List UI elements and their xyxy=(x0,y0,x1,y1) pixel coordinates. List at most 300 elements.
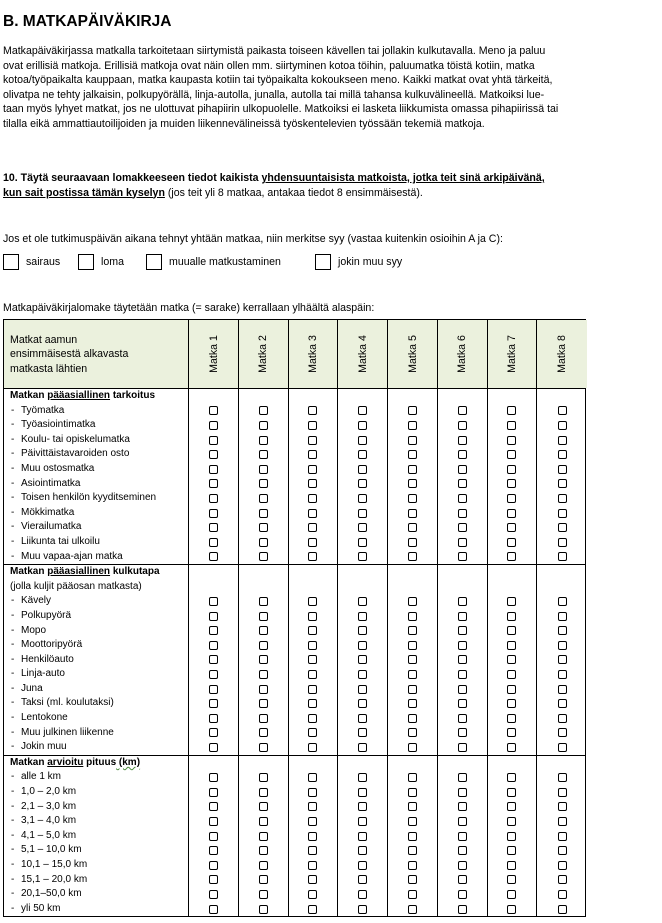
answer-checkbox[interactable] xyxy=(458,479,467,488)
answer-checkbox[interactable] xyxy=(358,714,367,723)
answer-checkbox[interactable] xyxy=(308,612,317,621)
answer-checkbox[interactable] xyxy=(558,699,567,708)
answer-checkbox[interactable] xyxy=(558,875,567,884)
answer-checkbox[interactable] xyxy=(308,846,317,855)
answer-checkbox[interactable] xyxy=(408,655,417,664)
answer-checkbox[interactable] xyxy=(408,714,417,723)
section-title-part: pääasiallinen xyxy=(47,390,111,401)
answer-checkbox[interactable] xyxy=(408,494,417,503)
trip-column xyxy=(189,389,239,564)
answer-checkbox[interactable] xyxy=(259,450,268,459)
answer-checkbox[interactable] xyxy=(209,670,218,679)
trip-column-header xyxy=(338,320,388,388)
answer-checkbox[interactable] xyxy=(209,538,218,547)
answer-checkbox[interactable] xyxy=(558,817,567,826)
answer-checkbox[interactable] xyxy=(558,479,567,488)
answer-checkbox[interactable] xyxy=(209,641,218,650)
option-label: - 15,1 – 20,0 km xyxy=(10,873,188,888)
answer-checkbox[interactable] xyxy=(209,875,218,884)
answer-checkbox[interactable] xyxy=(259,817,268,826)
answer-checkbox[interactable] xyxy=(358,817,367,826)
section-title-part: Matkan xyxy=(10,390,48,401)
answer-checkbox[interactable] xyxy=(358,905,367,914)
answer-checkbox[interactable] xyxy=(308,626,317,635)
answer-checkbox[interactable] xyxy=(209,465,218,474)
option-label: - yli 50 km xyxy=(10,902,188,917)
answer-checkbox[interactable] xyxy=(259,655,268,664)
answer-checkbox[interactable] xyxy=(408,817,417,826)
answer-checkbox[interactable] xyxy=(458,817,467,826)
trip-column-header xyxy=(488,320,538,388)
trip-column-header xyxy=(239,320,289,388)
answer-checkbox[interactable] xyxy=(507,421,516,430)
answer-checkbox[interactable] xyxy=(209,494,218,503)
answer-checkbox[interactable] xyxy=(259,802,268,811)
reason-jokin-muu-syy[interactable] xyxy=(315,254,402,270)
answer-checkbox[interactable] xyxy=(209,655,218,664)
answer-checkbox[interactable] xyxy=(408,890,417,899)
answer-checkbox[interactable] xyxy=(408,685,417,694)
reason-checkbox[interactable] xyxy=(146,254,162,270)
answer-checkbox[interactable] xyxy=(507,465,516,474)
answer-checkbox[interactable] xyxy=(259,714,268,723)
answer-checkbox[interactable] xyxy=(259,552,268,561)
answer-checkbox[interactable] xyxy=(358,832,367,841)
answer-checkbox[interactable] xyxy=(259,846,268,855)
answer-checkbox[interactable] xyxy=(308,743,317,752)
answer-checkbox[interactable] xyxy=(358,450,367,459)
answer-checkbox[interactable] xyxy=(558,685,567,694)
answer-checkbox[interactable] xyxy=(259,406,268,415)
trip-label: Matka 6 xyxy=(456,335,469,373)
answer-checkbox[interactable] xyxy=(358,861,367,870)
option-label: - Vierailumatka xyxy=(10,520,188,535)
answer-checkbox[interactable] xyxy=(209,788,218,797)
answer-checkbox[interactable] xyxy=(358,728,367,737)
answer-checkbox[interactable] xyxy=(558,641,567,650)
answer-checkbox[interactable] xyxy=(408,436,417,445)
answer-checkbox[interactable] xyxy=(358,597,367,606)
answer-checkbox[interactable] xyxy=(358,890,367,899)
answer-checkbox[interactable] xyxy=(408,832,417,841)
answer-checkbox[interactable] xyxy=(558,494,567,503)
reason-checkbox[interactable] xyxy=(78,254,94,270)
answer-checkbox[interactable] xyxy=(507,612,516,621)
answer-checkbox[interactable] xyxy=(358,552,367,561)
answer-checkbox[interactable] xyxy=(308,875,317,884)
answer-checkbox[interactable] xyxy=(408,597,417,606)
option-label: - Liikunta tai ulkoilu xyxy=(10,535,188,550)
answer-checkbox[interactable] xyxy=(259,890,268,899)
answer-checkbox[interactable] xyxy=(507,479,516,488)
answer-checkbox[interactable] xyxy=(358,436,367,445)
answer-checkbox[interactable] xyxy=(507,832,516,841)
answer-checkbox[interactable] xyxy=(209,685,218,694)
answer-checkbox[interactable] xyxy=(209,406,218,415)
answer-checkbox[interactable] xyxy=(308,817,317,826)
answer-checkbox[interactable] xyxy=(507,861,516,870)
answer-checkbox[interactable] xyxy=(259,509,268,518)
answer-checkbox[interactable] xyxy=(507,406,516,415)
trip-label: Matka 8 xyxy=(556,335,569,373)
answer-checkbox[interactable] xyxy=(558,406,567,415)
answer-checkbox[interactable] xyxy=(408,421,417,430)
trip-column-header xyxy=(289,320,339,388)
answer-checkbox[interactable] xyxy=(458,465,467,474)
header-label-line: ensimmäisestä alkavasta xyxy=(10,348,129,361)
answer-checkbox[interactable] xyxy=(507,597,516,606)
answer-checkbox[interactable] xyxy=(507,436,516,445)
trip-column xyxy=(338,756,388,917)
answer-checkbox[interactable] xyxy=(507,699,516,708)
answer-checkbox[interactable] xyxy=(209,743,218,752)
answer-checkbox[interactable] xyxy=(358,479,367,488)
answer-checkbox[interactable] xyxy=(259,875,268,884)
answer-checkbox[interactable] xyxy=(308,905,317,914)
answer-checkbox[interactable] xyxy=(458,699,467,708)
answer-checkbox[interactable] xyxy=(259,538,268,547)
option-label: - Linja-auto xyxy=(10,667,188,682)
answer-checkbox[interactable] xyxy=(308,552,317,561)
answer-checkbox[interactable] xyxy=(507,670,516,679)
answer-checkbox[interactable] xyxy=(209,626,218,635)
answer-checkbox[interactable] xyxy=(259,832,268,841)
answer-checkbox[interactable] xyxy=(308,728,317,737)
answer-checkbox[interactable] xyxy=(507,846,516,855)
option-label: - Asiointimatka xyxy=(10,477,188,492)
answer-checkbox[interactable] xyxy=(259,494,268,503)
answer-checkbox[interactable] xyxy=(458,421,467,430)
answer-checkbox[interactable] xyxy=(507,875,516,884)
answer-checkbox[interactable] xyxy=(507,494,516,503)
option-label: - Muu vapaa-ajan matka xyxy=(10,550,188,565)
answer-checkbox[interactable] xyxy=(259,612,268,621)
answer-checkbox[interactable] xyxy=(408,612,417,621)
answer-checkbox[interactable] xyxy=(408,875,417,884)
answer-checkbox[interactable] xyxy=(259,861,268,870)
answer-checkbox[interactable] xyxy=(308,465,317,474)
answer-checkbox[interactable] xyxy=(558,436,567,445)
answer-checkbox[interactable] xyxy=(358,406,367,415)
answer-checkbox[interactable] xyxy=(308,450,317,459)
answer-checkbox[interactable] xyxy=(458,538,467,547)
answer-checkbox[interactable] xyxy=(458,552,467,561)
answer-checkbox[interactable] xyxy=(458,655,467,664)
answer-checkbox[interactable] xyxy=(458,641,467,650)
answer-checkbox[interactable] xyxy=(259,685,268,694)
answer-checkbox[interactable] xyxy=(408,905,417,914)
answer-checkbox[interactable] xyxy=(558,788,567,797)
answer-checkbox[interactable] xyxy=(259,479,268,488)
answer-checkbox[interactable] xyxy=(558,890,567,899)
answer-checkbox[interactable] xyxy=(458,612,467,621)
answer-checkbox[interactable] xyxy=(308,523,317,532)
answer-checkbox[interactable] xyxy=(458,905,467,914)
answer-checkbox[interactable] xyxy=(209,509,218,518)
section-title xyxy=(10,756,188,771)
answer-checkbox[interactable] xyxy=(507,626,516,635)
answer-checkbox[interactable] xyxy=(408,523,417,532)
answer-checkbox[interactable] xyxy=(209,728,218,737)
answer-checkbox[interactable] xyxy=(558,523,567,532)
answer-checkbox[interactable] xyxy=(308,479,317,488)
answer-checkbox[interactable] xyxy=(408,802,417,811)
answer-checkbox[interactable] xyxy=(209,699,218,708)
answer-checkbox[interactable] xyxy=(308,509,317,518)
answer-checkbox[interactable] xyxy=(408,465,417,474)
answer-checkbox[interactable] xyxy=(358,641,367,650)
answer-checkbox[interactable] xyxy=(358,465,367,474)
answer-checkbox[interactable] xyxy=(408,788,417,797)
trip-column xyxy=(388,756,438,917)
answer-checkbox[interactable] xyxy=(408,552,417,561)
answer-checkbox[interactable] xyxy=(209,817,218,826)
answer-checkbox[interactable] xyxy=(408,846,417,855)
answer-checkbox[interactable] xyxy=(308,861,317,870)
answer-checkbox[interactable] xyxy=(209,421,218,430)
answer-checkbox[interactable] xyxy=(458,832,467,841)
answer-checkbox[interactable] xyxy=(408,538,417,547)
answer-checkbox[interactable] xyxy=(259,699,268,708)
answer-checkbox[interactable] xyxy=(458,406,467,415)
answer-checkbox[interactable] xyxy=(259,728,268,737)
trip-column xyxy=(537,756,587,917)
trip-column-header xyxy=(189,320,239,388)
answer-checkbox[interactable] xyxy=(308,436,317,445)
answer-checkbox[interactable] xyxy=(458,728,467,737)
answer-checkbox[interactable] xyxy=(308,406,317,415)
answer-checkbox[interactable] xyxy=(408,450,417,459)
answer-checkbox[interactable] xyxy=(308,714,317,723)
answer-checkbox[interactable] xyxy=(358,523,367,532)
answer-checkbox[interactable] xyxy=(358,612,367,621)
reason-checkbox[interactable] xyxy=(315,254,331,270)
answer-checkbox[interactable] xyxy=(507,685,516,694)
answer-checkbox[interactable] xyxy=(358,494,367,503)
answer-checkbox[interactable] xyxy=(358,509,367,518)
reason-muualle-matkustaminen[interactable] xyxy=(146,254,281,270)
answer-checkbox[interactable] xyxy=(507,655,516,664)
answer-checkbox[interactable] xyxy=(259,743,268,752)
answer-checkbox[interactable] xyxy=(358,626,367,635)
answer-checkbox[interactable] xyxy=(209,612,218,621)
answer-checkbox[interactable] xyxy=(558,626,567,635)
answer-checkbox[interactable] xyxy=(507,714,516,723)
answer-checkbox[interactable] xyxy=(507,552,516,561)
answer-checkbox[interactable] xyxy=(358,655,367,664)
answer-checkbox[interactable] xyxy=(358,421,367,430)
answer-checkbox[interactable] xyxy=(358,802,367,811)
answer-checkbox[interactable] xyxy=(458,802,467,811)
answer-checkbox[interactable] xyxy=(259,597,268,606)
answer-checkbox[interactable] xyxy=(259,773,268,782)
answer-checkbox[interactable] xyxy=(558,612,567,621)
answer-checkbox[interactable] xyxy=(209,450,218,459)
answer-checkbox[interactable] xyxy=(259,641,268,650)
section-title-part: Matkan xyxy=(10,756,48,768)
answer-checkbox[interactable] xyxy=(259,626,268,635)
answer-checkbox[interactable] xyxy=(308,421,317,430)
answer-checkbox[interactable] xyxy=(458,494,467,503)
answer-checkbox[interactable] xyxy=(558,465,567,474)
section-label xyxy=(4,565,189,755)
answer-checkbox[interactable] xyxy=(558,861,567,870)
answer-checkbox[interactable] xyxy=(308,788,317,797)
answer-checkbox[interactable] xyxy=(358,788,367,797)
answer-checkbox[interactable] xyxy=(308,699,317,708)
answer-checkbox[interactable] xyxy=(507,728,516,737)
answer-checkbox[interactable] xyxy=(408,406,417,415)
answer-checkbox[interactable] xyxy=(259,670,268,679)
answer-checkbox[interactable] xyxy=(408,626,417,635)
answer-checkbox[interactable] xyxy=(308,802,317,811)
answer-checkbox[interactable] xyxy=(507,905,516,914)
answer-checkbox[interactable] xyxy=(308,685,317,694)
answer-checkbox[interactable] xyxy=(209,905,218,914)
answer-checkbox[interactable] xyxy=(507,538,516,547)
answer-checkbox[interactable] xyxy=(507,802,516,811)
answer-checkbox[interactable] xyxy=(558,509,567,518)
answer-checkbox[interactable] xyxy=(458,890,467,899)
answer-checkbox[interactable] xyxy=(507,890,516,899)
answer-checkbox[interactable] xyxy=(209,552,218,561)
answer-checkbox[interactable] xyxy=(209,890,218,899)
answer-checkbox[interactable] xyxy=(458,670,467,679)
answer-checkbox[interactable] xyxy=(308,890,317,899)
answer-checkbox[interactable] xyxy=(209,523,218,532)
answer-checkbox[interactable] xyxy=(358,743,367,752)
answer-checkbox[interactable] xyxy=(308,494,317,503)
answer-checkbox[interactable] xyxy=(308,773,317,782)
answer-checkbox[interactable] xyxy=(408,670,417,679)
answer-checkbox[interactable] xyxy=(507,509,516,518)
answer-checkbox[interactable] xyxy=(209,714,218,723)
answer-checkbox[interactable] xyxy=(259,436,268,445)
answer-checkbox[interactable] xyxy=(358,670,367,679)
answer-checkbox[interactable] xyxy=(558,728,567,737)
answer-checkbox[interactable] xyxy=(507,450,516,459)
answer-checkbox[interactable] xyxy=(558,421,567,430)
answer-checkbox[interactable] xyxy=(458,714,467,723)
answer-checkbox[interactable] xyxy=(458,436,467,445)
answer-checkbox[interactable] xyxy=(308,538,317,547)
answer-checkbox[interactable] xyxy=(408,479,417,488)
answer-checkbox[interactable] xyxy=(408,509,417,518)
answer-checkbox[interactable] xyxy=(558,597,567,606)
answer-checkbox[interactable] xyxy=(558,832,567,841)
answer-checkbox[interactable] xyxy=(209,773,218,782)
trip-label: Matka 2 xyxy=(257,335,270,373)
trip-column xyxy=(537,389,587,564)
answer-checkbox[interactable] xyxy=(209,846,218,855)
answer-checkbox[interactable] xyxy=(458,597,467,606)
trip-label: Matka 5 xyxy=(406,335,419,373)
answer-checkbox[interactable] xyxy=(507,817,516,826)
answer-checkbox[interactable] xyxy=(308,641,317,650)
table-header-row xyxy=(4,320,585,389)
reason-checkbox[interactable] xyxy=(3,254,19,270)
answer-checkbox[interactable] xyxy=(408,743,417,752)
answer-checkbox[interactable] xyxy=(308,597,317,606)
answer-checkbox[interactable] xyxy=(308,670,317,679)
answer-checkbox[interactable] xyxy=(558,743,567,752)
answer-checkbox[interactable] xyxy=(408,699,417,708)
answer-checkbox[interactable] xyxy=(458,773,467,782)
answer-checkbox[interactable] xyxy=(458,788,467,797)
answer-checkbox[interactable] xyxy=(308,832,317,841)
answer-checkbox[interactable] xyxy=(209,436,218,445)
header-label xyxy=(4,320,189,388)
trip-column xyxy=(438,389,488,564)
reason-label: jokin muu syy xyxy=(338,256,403,268)
answer-checkbox[interactable] xyxy=(358,773,367,782)
trip-column xyxy=(438,565,488,755)
answer-checkbox[interactable] xyxy=(558,552,567,561)
answer-checkbox[interactable] xyxy=(458,861,467,870)
answer-checkbox[interactable] xyxy=(259,523,268,532)
answer-checkbox[interactable] xyxy=(358,538,367,547)
answer-checkbox[interactable] xyxy=(558,773,567,782)
answer-checkbox[interactable] xyxy=(558,802,567,811)
answer-checkbox[interactable] xyxy=(458,875,467,884)
answer-checkbox[interactable] xyxy=(358,699,367,708)
answer-checkbox[interactable] xyxy=(209,802,218,811)
answer-checkbox[interactable] xyxy=(458,450,467,459)
answer-checkbox[interactable] xyxy=(558,450,567,459)
section-label xyxy=(4,389,189,564)
answer-checkbox[interactable] xyxy=(358,846,367,855)
answer-checkbox[interactable] xyxy=(507,743,516,752)
answer-checkbox[interactable] xyxy=(458,685,467,694)
reason-loma[interactable] xyxy=(78,254,124,270)
answer-checkbox[interactable] xyxy=(259,788,268,797)
answer-checkbox[interactable] xyxy=(558,655,567,664)
answer-checkbox[interactable] xyxy=(259,905,268,914)
answer-checkbox[interactable] xyxy=(259,421,268,430)
answer-checkbox[interactable] xyxy=(408,728,417,737)
answer-checkbox[interactable] xyxy=(558,714,567,723)
answer-checkbox[interactable] xyxy=(458,509,467,518)
reason-sairaus[interactable] xyxy=(3,254,60,270)
answer-checkbox[interactable] xyxy=(558,905,567,914)
answer-checkbox[interactable] xyxy=(507,641,516,650)
answer-checkbox[interactable] xyxy=(408,641,417,650)
answer-checkbox[interactable] xyxy=(408,773,417,782)
answer-checkbox[interactable] xyxy=(209,597,218,606)
answer-checkbox[interactable] xyxy=(458,523,467,532)
answer-checkbox[interactable] xyxy=(558,538,567,547)
answer-checkbox[interactable] xyxy=(358,875,367,884)
answer-checkbox[interactable] xyxy=(507,523,516,532)
answer-checkbox[interactable] xyxy=(308,655,317,664)
answer-checkbox[interactable] xyxy=(209,832,218,841)
answer-checkbox[interactable] xyxy=(209,861,218,870)
answer-checkbox[interactable] xyxy=(458,743,467,752)
answer-checkbox[interactable] xyxy=(209,479,218,488)
trip-label: Matka 7 xyxy=(505,335,518,373)
answer-checkbox[interactable] xyxy=(259,465,268,474)
question-10-tail: (jos teit yli 8 matkaa, antakaa tiedot 8 ensimmäisestä). xyxy=(164,186,423,199)
answer-checkbox[interactable] xyxy=(507,773,516,782)
answer-checkbox[interactable] xyxy=(507,788,516,797)
answer-checkbox[interactable] xyxy=(358,685,367,694)
no-trips-instruction: Jos et ole tutkimuspäivän aikana tehnyt yhtään matkaa, niin merkitse syy (vastaa kuitenkin osioihin A ja C): xyxy=(3,233,503,245)
answer-checkbox[interactable] xyxy=(558,670,567,679)
answer-checkbox[interactable] xyxy=(458,626,467,635)
answer-checkbox[interactable] xyxy=(408,861,417,870)
answer-checkbox[interactable] xyxy=(458,846,467,855)
answer-checkbox[interactable] xyxy=(558,846,567,855)
